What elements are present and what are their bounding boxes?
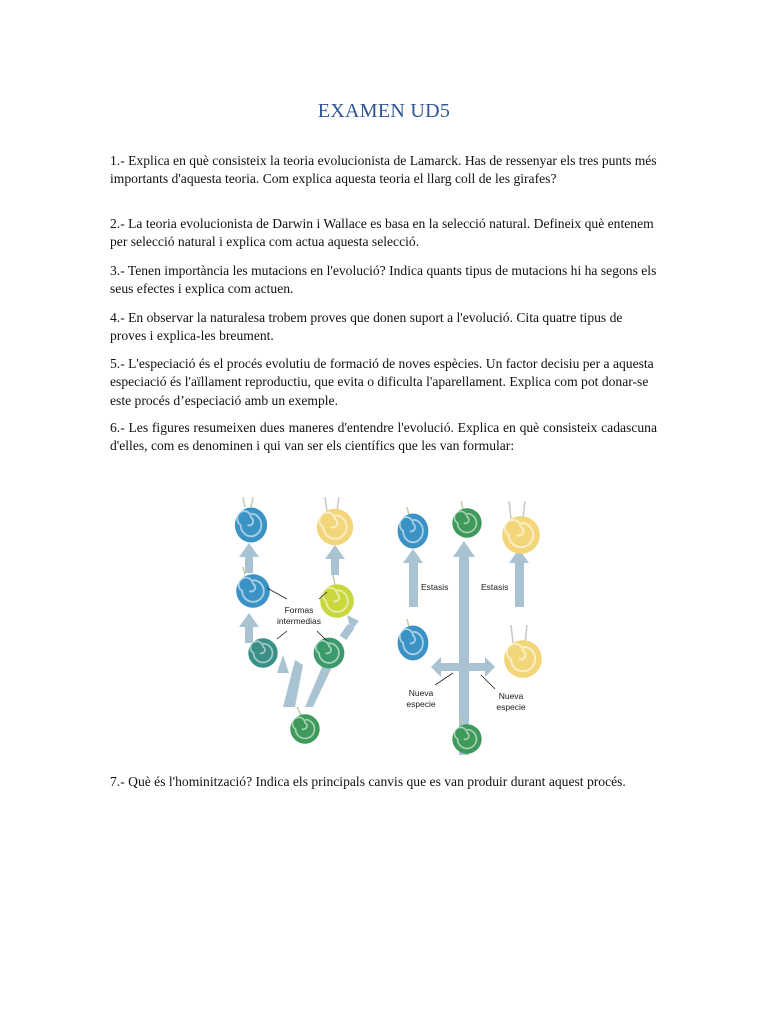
question-3: 3.- Tenen importància les mutacions en l'evolució? Indica quants tipus de mutacions hi ha segons els seus efectes i explica com actuen. [110, 263, 657, 297]
question-7: 7.- Què és l'hominització? Indica els principals canvis que es van produir durant aquest procés. [110, 774, 626, 789]
punctuated-diagram [398, 501, 542, 755]
snail-green-top [452, 501, 481, 538]
gradualism-diagram [235, 497, 359, 744]
snail-teal-right [314, 638, 345, 669]
label-formas: Formas [284, 605, 314, 615]
label-especie-left: especie [406, 699, 436, 709]
exam-title: EXAMEN UD5 [317, 100, 451, 122]
question-6: 6.- Les figures resumeixen dues maneres d'entendre l'evolució. Explica en què consisteix cadascuna d'elles, com es denominen i qui van ser els científics que les van formular: [110, 420, 657, 454]
question-2: 2.- La teoria evolucionista de Darwin i Wallace es basa en la selecció natural. Defineix què entenem per selecció natural i explica com actua aquesta selecció. [110, 216, 654, 250]
label-intermedias: intermedias [277, 616, 321, 626]
snail-blue-upper-right [398, 507, 429, 549]
snail-green-bottom [290, 707, 319, 744]
label-estasis-right: Estasis [481, 582, 509, 592]
snail-blue-middle [236, 567, 270, 608]
question-4: 4.- En observar la naturalesa trobem proves que donen suport a l'evolució. Cita quatre tipus de proves i explica-les breument. [110, 310, 623, 344]
label-especie-right: especie [496, 702, 526, 712]
question-5: 5.- L'especiació és el procés evolutiu de formació de noves espècies. Un factor decisiu per a aquesta especiació és l'aïllament reproductiu, que evita o dificulta l'aparellament. Explica com pot donar-se este procés d’especiació amb un exemple. [110, 356, 654, 408]
snail-yellow-lower-right [504, 625, 542, 678]
snail-blue-lower-right [398, 619, 429, 661]
label-estasis-left: Estasis [421, 582, 449, 592]
snail-yellow-top [317, 497, 353, 545]
snail-lime-middle [320, 575, 354, 618]
snail-teal-left [248, 638, 277, 667]
snail-yellow-upper-right [502, 501, 540, 554]
question-1: 1.- Explica en què consisteix la teoria evolucionista de Lamarck. Has de ressenyar els tres punts més importants d'aquesta teoria. Com explica aquesta teoria el llarg coll de les girafes? [110, 153, 657, 187]
label-nueva-right: Nueva [498, 691, 524, 701]
evolution-figure [225, 485, 545, 765]
label-nueva-left: Nueva [408, 688, 434, 698]
snail-blue-top [235, 497, 267, 543]
